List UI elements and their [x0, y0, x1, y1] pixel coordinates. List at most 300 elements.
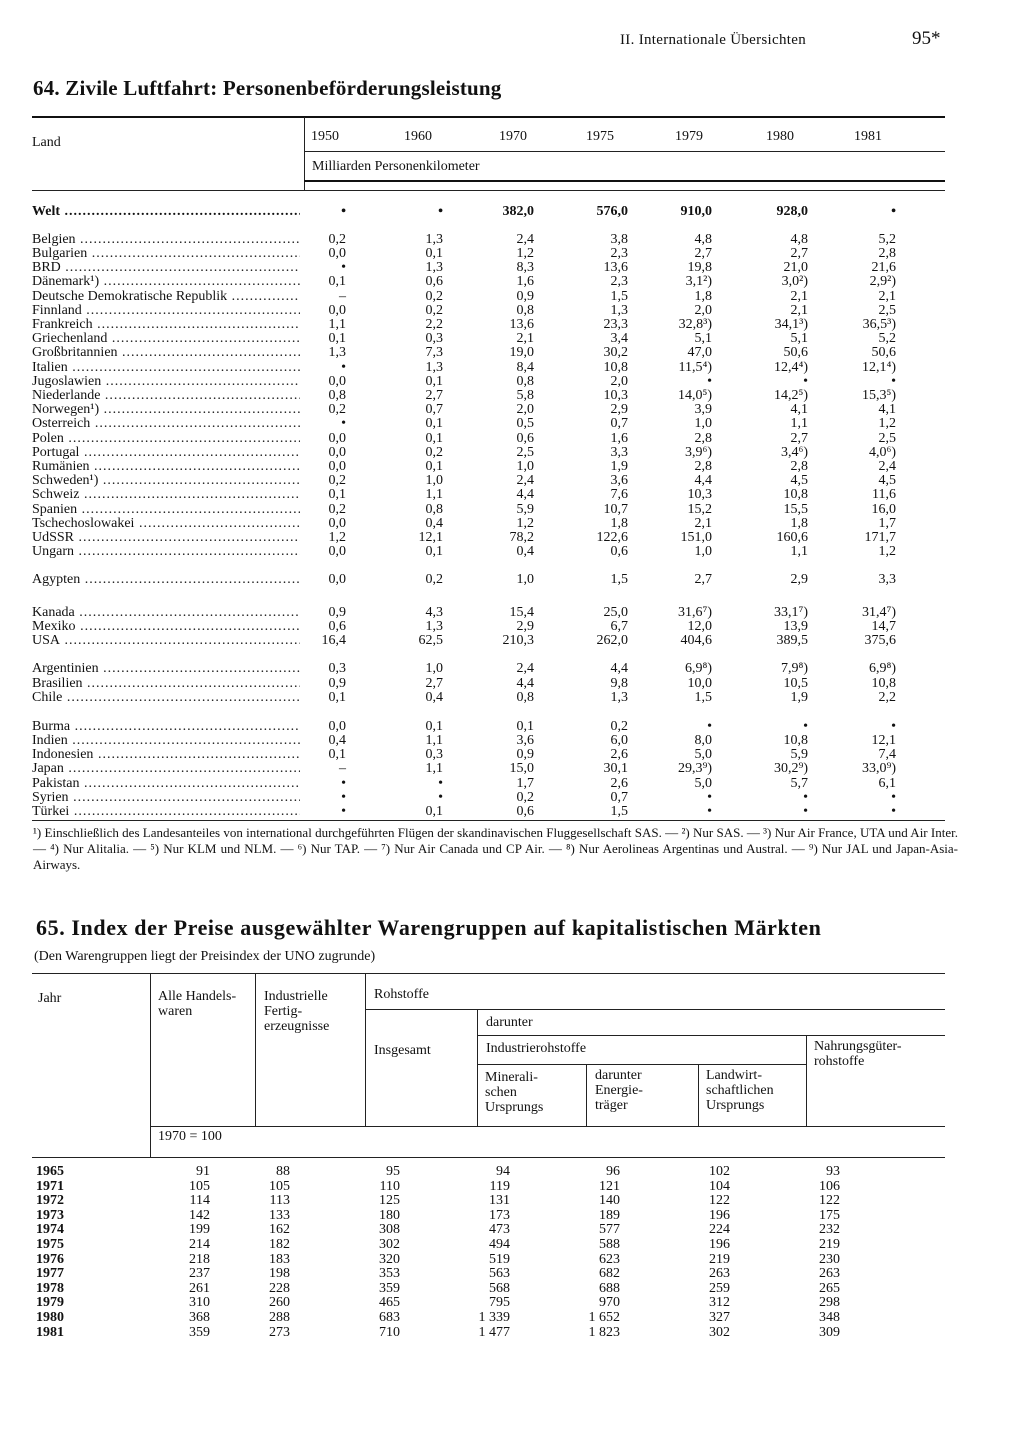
table-cell: 298 — [819, 1295, 840, 1311]
table-cell: 196 — [709, 1237, 730, 1252]
table-cell: 0,1 — [425, 544, 443, 559]
table-cell: 1,0 — [516, 572, 534, 587]
table-cell: 1,3 — [610, 303, 628, 318]
table-cell: 15,5 — [783, 502, 808, 517]
table-cell: 47,0 — [687, 345, 712, 360]
table-cell: 404,6 — [680, 633, 712, 648]
table-cell: 2,7 — [694, 246, 712, 261]
row-year: 1974 — [36, 1222, 64, 1238]
table-cell: 3,6 — [516, 733, 534, 748]
table-row — [0, 606, 1024, 620]
table-cell: 2,2 — [425, 317, 443, 332]
table-cell: 1,3 — [425, 619, 443, 634]
table-cell: 119 — [489, 1178, 510, 1194]
table-row — [0, 1193, 1024, 1208]
table-cell: 710 — [379, 1324, 400, 1340]
table-cell: 0,6 — [328, 619, 346, 634]
table-cell: 15,0 — [509, 761, 534, 776]
row-year: 1981 — [36, 1324, 64, 1340]
table-row — [0, 460, 1024, 474]
table-cell: 1,0 — [694, 416, 712, 431]
table-row — [0, 1295, 1024, 1310]
header-landwirtschaftlich: Landwirt- schaftlichen Ursprungs — [706, 1068, 774, 1113]
table-cell: 196 — [709, 1207, 730, 1223]
table-row — [0, 361, 1024, 375]
table-cell: 4,1 — [790, 402, 808, 417]
table-row — [0, 734, 1024, 748]
table-cell: • — [341, 416, 346, 431]
table-cell: 375,6 — [864, 633, 896, 648]
table-cell: 0,3 — [425, 331, 443, 346]
table-cell: 5,2 — [878, 232, 896, 247]
table-cell: 1,6 — [516, 274, 534, 289]
table-row — [0, 762, 1024, 776]
table-cell: • — [341, 360, 346, 375]
table-cell: 15,2 — [687, 502, 712, 517]
table-cell: 1,9 — [790, 690, 808, 705]
table-cell: 10,0 — [687, 676, 712, 691]
table-cell: 1,8 — [694, 289, 712, 304]
table-row — [0, 375, 1024, 389]
table-cell: 4,1 — [878, 402, 896, 417]
table-cell: 1 339 — [478, 1310, 510, 1325]
table-cell: 4,4 — [516, 487, 534, 502]
table-cell: 0,2 — [328, 232, 346, 247]
table-cell: 2,0 — [516, 402, 534, 417]
table-64-header-rule — [304, 151, 945, 152]
row-label: Indien ..... — [32, 734, 300, 748]
table-row — [0, 620, 1024, 634]
header-industrierohstoffe: Industrierohstoffe — [486, 1041, 587, 1056]
table-cell: 9,8 — [610, 676, 628, 691]
table-cell: 0,8 — [516, 690, 534, 705]
table-cell: 13,6 — [509, 317, 534, 332]
table-cell: 2,8 — [694, 431, 712, 446]
table-row — [0, 805, 1024, 819]
table-cell: 310 — [189, 1295, 210, 1311]
table-cell: 2,0 — [694, 303, 712, 318]
table-cell: 2,4 — [516, 232, 534, 247]
table-cell: 10,8 — [783, 487, 808, 502]
table-cell: 224 — [709, 1222, 730, 1238]
t65-vline-3 — [365, 974, 366, 1126]
table-row — [0, 1252, 1024, 1267]
table-cell: 1,3 — [328, 345, 346, 360]
table-cell: 4,4 — [694, 473, 712, 488]
table-cell: 348 — [819, 1310, 840, 1325]
table-cell: 3,4⁶) — [780, 445, 808, 460]
table-cell: 2,1 — [790, 289, 808, 304]
table-cell: 0,0 — [328, 572, 346, 587]
table-cell: 1,0 — [425, 473, 443, 488]
table-cell: 219 — [819, 1237, 840, 1252]
table-cell: 10,3 — [687, 487, 712, 502]
table-cell: 110 — [379, 1178, 400, 1194]
year-header: 1970 — [499, 129, 527, 144]
table-cell: 32,8³) — [678, 317, 712, 332]
table-cell: 4,3 — [425, 605, 443, 620]
year-header: 1980 — [766, 129, 794, 144]
year-header: 1960 — [404, 129, 432, 144]
table-cell: 15,4 — [509, 605, 534, 620]
table-cell: 623 — [599, 1251, 620, 1267]
table-cell: 1 823 — [588, 1324, 620, 1340]
table-cell: 4,5 — [790, 473, 808, 488]
table-row — [0, 275, 1024, 289]
table-cell: 1,1 — [790, 416, 808, 431]
table-row — [0, 446, 1024, 460]
table-cell: 210,3 — [502, 633, 534, 648]
row-year: 1980 — [36, 1310, 64, 1325]
table-row — [0, 634, 1024, 648]
table-cell: 1,8 — [610, 516, 628, 531]
table-cell: 5,8 — [516, 388, 534, 403]
table-cell: 2,1 — [878, 289, 896, 304]
table-cell: 2,3 — [610, 274, 628, 289]
table-cell: 0,1 — [425, 459, 443, 474]
table-cell: 1,3 — [425, 232, 443, 247]
table-cell: 6,0 — [610, 733, 628, 748]
row-label: Bulgarien ..... — [32, 247, 300, 261]
table-cell: 4,8 — [790, 232, 808, 247]
table-cell: 0,1 — [425, 246, 443, 261]
table-cell: 237 — [189, 1266, 210, 1282]
table-row — [0, 403, 1024, 417]
header-base-year: 1970 = 100 — [158, 1129, 222, 1144]
row-label: Jugoslawien ..... — [32, 375, 300, 389]
table-cell: 0,0 — [328, 719, 346, 734]
table-cell: 261 — [189, 1280, 210, 1296]
table-row — [0, 748, 1024, 762]
table-cell: 263 — [819, 1266, 840, 1282]
table-cell: 0,8 — [328, 388, 346, 403]
table-cell: • — [803, 790, 808, 805]
table-65-subtitle: (Den Warengruppen liegt der Preisindex der UNO zugrunde) — [34, 949, 376, 964]
table-row — [0, 1325, 1024, 1340]
table-cell: 36,5³) — [862, 317, 896, 332]
table-cell: 160,6 — [776, 530, 808, 545]
t65-vline-5 — [586, 1064, 587, 1126]
table-row — [0, 720, 1024, 734]
table-cell: 114 — [189, 1193, 210, 1209]
row-label: Kanada ..... — [32, 606, 300, 620]
table-cell: 1,2 — [328, 530, 346, 545]
t65-vline-7 — [806, 1035, 807, 1126]
table-cell: 19,8 — [687, 260, 712, 275]
row-label: Schweiz ..... — [32, 488, 300, 502]
table-cell: 31,6⁷) — [677, 605, 712, 620]
table-cell: 14,7 — [871, 619, 896, 634]
table-cell: 93 — [826, 1164, 840, 1179]
table-cell: 0,2 — [328, 502, 346, 517]
table-cell: 199 — [189, 1222, 210, 1238]
table-cell: 13,9 — [783, 619, 808, 634]
table-row — [0, 691, 1024, 705]
row-label: Rumänien ..... — [32, 460, 300, 474]
table-cell: 7,4 — [878, 747, 896, 762]
row-label: Schweden¹) ..... — [32, 474, 300, 488]
table-cell: 273 — [269, 1324, 290, 1340]
table-cell: 1,1 — [425, 733, 443, 748]
table-cell: 0,7 — [425, 402, 443, 417]
table-row — [0, 545, 1024, 559]
table-cell: • — [341, 776, 346, 791]
table-cell: 519 — [489, 1251, 510, 1267]
table-cell: 0,7 — [610, 790, 628, 805]
table-cell: 465 — [379, 1295, 400, 1311]
table-cell: 1,2 — [878, 544, 896, 559]
header-industrielle: Industrielle Fertig- erzeugnisse — [264, 989, 330, 1034]
table-cell: 308 — [379, 1222, 400, 1238]
year-header: 1975 — [586, 129, 614, 144]
table-cell: 5,7 — [790, 776, 808, 791]
table-cell: 214 — [189, 1237, 210, 1252]
table-cell: 0,4 — [425, 690, 443, 705]
table-cell: 140 — [599, 1193, 620, 1209]
table-cell: 121 — [599, 1178, 620, 1194]
table-cell: 11,6 — [872, 487, 896, 502]
table-cell: 302 — [379, 1237, 400, 1252]
table-cell: 1,0 — [516, 459, 534, 474]
table-cell: 2,6 — [610, 747, 628, 762]
table-cell: 78,2 — [509, 530, 534, 545]
table-cell: 494 — [489, 1237, 510, 1252]
table-cell: 0,2 — [328, 402, 346, 417]
table-row — [0, 389, 1024, 403]
table-cell: 1,3 — [425, 360, 443, 375]
table-cell: 563 — [489, 1266, 510, 1282]
table-cell: 795 — [489, 1295, 510, 1311]
table-cell: 0,0 — [328, 445, 346, 460]
row-label: Norwegen¹) ..... — [32, 403, 300, 417]
table-64-bottom-rule — [32, 820, 945, 821]
table-cell: 25,0 — [603, 605, 628, 620]
table-row — [0, 1310, 1024, 1325]
table-cell: 3,6 — [610, 473, 628, 488]
table-cell: • — [707, 790, 712, 805]
table-cell: 6,9⁸) — [684, 661, 712, 676]
table-cell: 0,2 — [425, 303, 443, 318]
table-cell: 2,1 — [516, 331, 534, 346]
table-row — [0, 1281, 1024, 1296]
table-cell: 682 — [599, 1266, 620, 1282]
table-cell: 1,3 — [425, 260, 443, 275]
table-cell: 1,0 — [425, 661, 443, 676]
table-cell: 0,1 — [516, 719, 534, 734]
col-header-land: Land — [32, 135, 61, 150]
t65-rule-rohstoffe — [365, 1009, 945, 1010]
table-cell: 0,1 — [328, 747, 346, 762]
row-label: Tschechoslowakei ..... — [32, 517, 300, 531]
table-cell: 1,5 — [610, 804, 628, 819]
table-cell: 3,0²) — [781, 274, 808, 289]
table-cell: 1,0 — [694, 544, 712, 559]
table-cell: 309 — [819, 1324, 840, 1340]
table-cell: 198 — [269, 1266, 290, 1282]
table-cell: 1,2 — [516, 516, 534, 531]
table-cell: 0,1 — [328, 331, 346, 346]
table-cell: 33,1⁷) — [773, 605, 808, 620]
header-jahr: Jahr — [38, 991, 62, 1006]
table-cell: 0,1 — [425, 416, 443, 431]
row-label: UdSSR ..... — [32, 531, 300, 545]
table-row — [0, 233, 1024, 247]
table-cell: 0,9 — [328, 676, 346, 691]
table-65-top-rule — [32, 973, 945, 974]
table-cell: 1,7 — [878, 516, 896, 531]
table-cell: 14,2⁵) — [773, 388, 808, 403]
table-cell: 0,8 — [425, 502, 443, 517]
table-cell: 5,9 — [790, 747, 808, 762]
table-64-unit: Milliarden Personenkilometer — [312, 159, 480, 174]
table-cell: • — [891, 790, 896, 805]
table-cell: 5,0 — [694, 776, 712, 791]
table-cell: 21,0 — [783, 260, 808, 275]
row-year: 1973 — [36, 1207, 64, 1223]
table-row — [0, 791, 1024, 805]
table-cell: 162 — [269, 1222, 290, 1238]
table-cell: 102 — [709, 1164, 730, 1179]
table-cell: 2,4 — [516, 473, 534, 488]
table-cell: 228 — [269, 1280, 290, 1296]
table-cell: • — [341, 790, 346, 805]
table-cell: 288 — [269, 1310, 290, 1325]
header-insgesamt: Insgesamt — [374, 1043, 431, 1058]
table-cell: 122 — [819, 1193, 840, 1209]
table-cell: 0,3 — [328, 661, 346, 676]
table-cell: 327 — [709, 1310, 730, 1325]
table-cell: 2,8 — [878, 246, 896, 261]
table-cell: 11,5⁴) — [678, 360, 712, 375]
table-cell: • — [341, 260, 346, 275]
table-cell: 31,4⁷) — [861, 605, 896, 620]
table-cell: 0,0 — [328, 544, 346, 559]
table-cell: 0,2 — [610, 719, 628, 734]
table-row — [0, 488, 1024, 502]
row-label: Chile ..... — [32, 691, 300, 705]
table-cell: 1,1 — [425, 761, 443, 776]
table-cell: 13,6 — [603, 260, 628, 275]
table-cell: 21,6 — [871, 260, 896, 275]
row-label: Brasilien ..... — [32, 677, 300, 691]
table-cell: 182 — [269, 1237, 290, 1252]
table-cell: 4,4 — [516, 676, 534, 691]
row-year: 1979 — [36, 1295, 64, 1311]
table-row — [0, 1164, 1024, 1179]
t65-vline-1 — [150, 974, 151, 1157]
row-year: 1976 — [36, 1251, 64, 1267]
table-cell: 0,1 — [425, 431, 443, 446]
table-65-title: 65. Index der Preise ausgewählter Warengruppen auf kapitalistischen Märkten — [36, 915, 822, 940]
table-cell: 19,0 — [509, 345, 534, 360]
header-mineral: Minerali- schen Ursprungs — [485, 1070, 544, 1115]
table-cell: 4,5 — [878, 473, 896, 488]
table-cell: • — [341, 204, 346, 219]
table-cell: 1,9 — [610, 459, 628, 474]
table-cell: 2,9 — [516, 619, 534, 634]
t65-vline-4 — [477, 1009, 478, 1126]
table-cell: 302 — [709, 1324, 730, 1340]
table-cell: 12,4⁴) — [773, 360, 808, 375]
table-cell: 588 — [599, 1237, 620, 1252]
table-cell: 6,9⁸) — [868, 661, 896, 676]
table-row — [0, 573, 1024, 587]
table-cell: 2,4 — [878, 459, 896, 474]
table-cell: 0,3 — [425, 747, 443, 762]
table-cell: 125 — [379, 1193, 400, 1209]
row-label: Deutsche Demokratische Republik ..... — [32, 290, 300, 304]
table-cell: • — [803, 719, 808, 734]
table-cell: 6,7 — [610, 619, 628, 634]
table-64-top-rule — [32, 116, 945, 118]
table-cell: 122,6 — [596, 530, 628, 545]
header-rohstoffe: Rohstoffe — [374, 987, 429, 1002]
table-cell: 33,0⁹) — [861, 761, 896, 776]
table-cell: 1,1 — [425, 487, 443, 502]
table-cell: 353 — [379, 1266, 400, 1282]
table-cell: 106 — [819, 1178, 840, 1194]
row-label: Griechenland ..... — [32, 332, 300, 346]
table-cell: 16,4 — [321, 633, 346, 648]
table-row — [0, 1222, 1024, 1237]
row-label: Niederlande ..... — [32, 389, 300, 403]
table-cell: 8,4 — [516, 360, 534, 375]
table-cell: 5,1 — [694, 331, 712, 346]
table-cell: 0,9 — [328, 605, 346, 620]
table-row — [0, 503, 1024, 517]
table-cell: 2,0 — [610, 374, 628, 389]
table-cell: 0,6 — [516, 804, 534, 819]
table-cell: 1,5 — [610, 572, 628, 587]
table-cell: 180 — [379, 1207, 400, 1223]
row-label: Türkei ..... — [32, 805, 300, 819]
table-cell: 265 — [819, 1280, 840, 1296]
table-cell: 259 — [709, 1280, 730, 1296]
table-row — [0, 531, 1024, 545]
table-cell: 683 — [379, 1310, 400, 1325]
table-cell: 2,3 — [610, 246, 628, 261]
table-cell: 263 — [709, 1266, 730, 1282]
table-cell: 3,1²) — [685, 274, 712, 289]
table-cell: 0,2 — [425, 572, 443, 587]
table-cell: 23,3 — [603, 317, 628, 332]
table-cell: 3,3 — [878, 572, 896, 587]
row-label: Österreich ..... — [32, 417, 300, 431]
table-cell: 5,2 — [878, 331, 896, 346]
t65-vline-6 — [698, 1064, 699, 1126]
table-cell: 10,8 — [783, 733, 808, 748]
table-cell: • — [707, 719, 712, 734]
table-cell: 2,7 — [790, 431, 808, 446]
table-cell: 0,2 — [425, 289, 443, 304]
table-cell: 122 — [709, 1193, 730, 1209]
table-cell: 12,1 — [871, 733, 896, 748]
t65-rule-body — [32, 1157, 945, 1158]
table-cell: 12,1 — [418, 530, 443, 545]
table-cell: 577 — [599, 1222, 620, 1238]
table-cell: 320 — [379, 1251, 400, 1267]
row-label: Belgien ..... — [32, 233, 300, 247]
table-cell: – — [339, 289, 346, 304]
row-year: 1971 — [36, 1178, 64, 1194]
table-cell: • — [891, 804, 896, 819]
table-row — [0, 432, 1024, 446]
table-cell: 0,1 — [425, 719, 443, 734]
year-header: 1950 — [311, 129, 339, 144]
table-cell: 368 — [189, 1310, 210, 1325]
table-cell: 91 — [196, 1164, 210, 1179]
table-cell: 2,5 — [878, 431, 896, 446]
